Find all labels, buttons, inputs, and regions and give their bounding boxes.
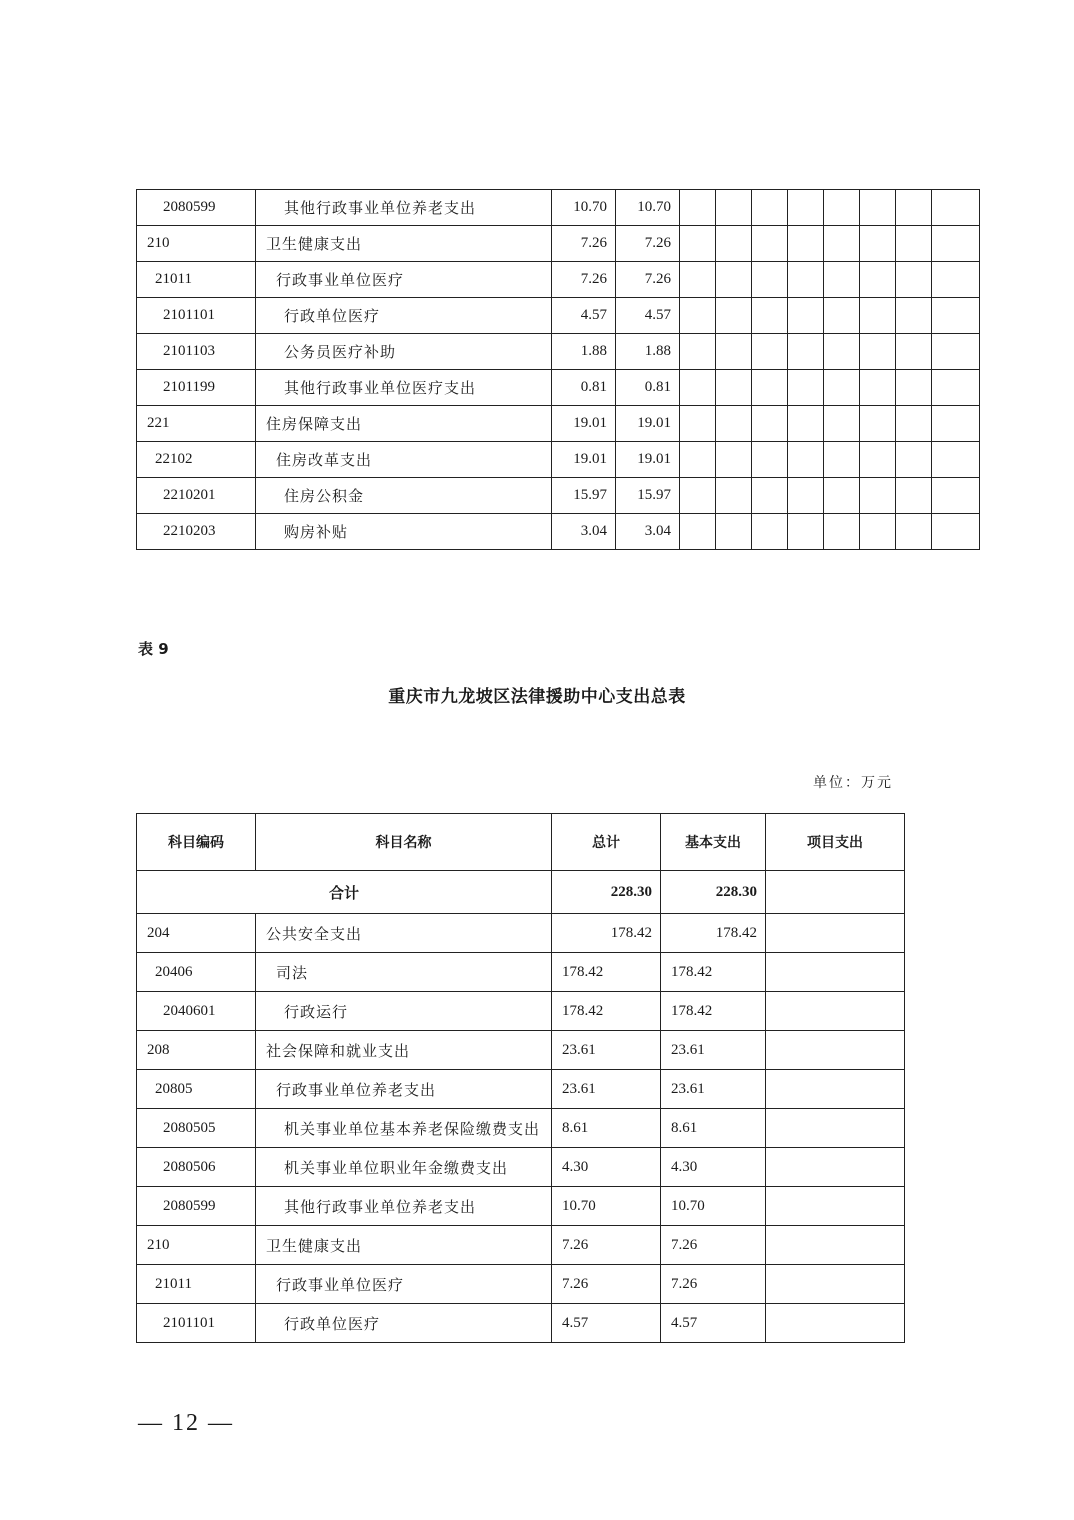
row-code: 2080505 (137, 1109, 256, 1148)
row-code: 2080506 (137, 1148, 256, 1187)
empty-cell (860, 370, 896, 406)
row-code: 22102 (137, 442, 256, 478)
empty-cell (896, 370, 932, 406)
row-name: 公共安全支出 (256, 914, 552, 953)
table-row (137, 406, 980, 442)
empty-cell (680, 226, 716, 262)
row-total: 10.70 (552, 1187, 661, 1226)
row-total: 178.42 (552, 992, 661, 1031)
row-basic: 178.42 (661, 992, 766, 1031)
table-row (137, 1109, 905, 1148)
empty-cell (932, 334, 980, 370)
row-basic: 7.26 (616, 226, 680, 262)
row-name: 行政事业单位养老支出 (256, 1070, 552, 1109)
table-row (137, 514, 980, 550)
row-name: 机关事业单位职业年金缴费支出 (256, 1148, 552, 1187)
header-basic: 基本支出 (661, 814, 766, 871)
row-basic: 178.42 (661, 914, 766, 953)
row-basic: 178.42 (661, 953, 766, 992)
row-name: 卫生健康支出 (256, 1226, 552, 1265)
empty-cell (680, 298, 716, 334)
row-project (766, 1109, 905, 1148)
empty-cell (824, 298, 860, 334)
row-basic: 4.57 (616, 298, 680, 334)
row-basic: 23.61 (661, 1031, 766, 1070)
empty-cell (788, 478, 824, 514)
empty-cell (788, 226, 824, 262)
empty-cell (716, 226, 752, 262)
empty-cell (680, 442, 716, 478)
header-total: 总计 (552, 814, 661, 871)
row-code: 2040601 (137, 992, 256, 1031)
row-basic: 4.30 (661, 1148, 766, 1187)
empty-cell (896, 226, 932, 262)
empty-cell (932, 478, 980, 514)
row-total: 178.42 (552, 953, 661, 992)
empty-cell (824, 478, 860, 514)
row-project (766, 1304, 905, 1343)
row-basic: 19.01 (616, 406, 680, 442)
empty-cell (932, 514, 980, 550)
row-name: 机关事业单位基本养老保险缴费支出 (256, 1109, 552, 1148)
row-project (766, 1265, 905, 1304)
empty-cell (788, 298, 824, 334)
table-row (137, 1148, 905, 1187)
empty-cell (824, 406, 860, 442)
empty-cell (788, 334, 824, 370)
row-total: 7.26 (552, 1226, 661, 1265)
empty-cell (716, 514, 752, 550)
row-name: 其他行政事业单位医疗支出 (256, 370, 552, 406)
row-total: 10.70 (552, 190, 616, 226)
row-basic: 0.81 (616, 370, 680, 406)
empty-cell (824, 442, 860, 478)
empty-cell (716, 370, 752, 406)
empty-cell (680, 334, 716, 370)
empty-cell (788, 190, 824, 226)
row-total: 4.30 (552, 1148, 661, 1187)
row-code: 2080599 (137, 1187, 256, 1226)
row-name: 卫生健康支出 (256, 226, 552, 262)
row-name: 行政运行 (256, 992, 552, 1031)
empty-cell (824, 226, 860, 262)
empty-cell (716, 478, 752, 514)
table-row (137, 334, 980, 370)
row-code: 21011 (137, 1265, 256, 1304)
row-code: 2101101 (137, 298, 256, 334)
empty-cell (824, 334, 860, 370)
unit-label: 单位：万元 (813, 775, 893, 791)
empty-cell (896, 406, 932, 442)
empty-cell (788, 370, 824, 406)
empty-cell (716, 442, 752, 478)
empty-cell (752, 406, 788, 442)
header-code: 科目编码 (137, 814, 256, 871)
row-name: 行政单位医疗 (256, 298, 552, 334)
row-code: 2080599 (137, 190, 256, 226)
total-project (766, 871, 905, 914)
row-basic: 15.97 (616, 478, 680, 514)
row-code: 21011 (137, 262, 256, 298)
empty-cell (716, 406, 752, 442)
row-basic: 7.26 (616, 262, 680, 298)
total-basic: 228.30 (661, 871, 766, 914)
row-total: 1.88 (552, 334, 616, 370)
row-project (766, 1031, 905, 1070)
row-code: 2210203 (137, 514, 256, 550)
row-basic: 8.61 (661, 1109, 766, 1148)
row-basic: 23.61 (661, 1070, 766, 1109)
row-project (766, 1226, 905, 1265)
row-total: 178.42 (552, 914, 661, 953)
empty-cell (788, 262, 824, 298)
row-name: 行政事业单位医疗 (256, 1265, 552, 1304)
empty-cell (860, 190, 896, 226)
empty-cell (680, 370, 716, 406)
row-total: 15.97 (552, 478, 616, 514)
page-number: — 12 — (138, 1410, 234, 1436)
empty-cell (788, 442, 824, 478)
table-row (137, 298, 980, 334)
row-name: 其他行政事业单位养老支出 (256, 1187, 552, 1226)
table-row (137, 262, 980, 298)
row-name: 司法 (256, 953, 552, 992)
empty-cell (716, 262, 752, 298)
empty-cell (896, 334, 932, 370)
row-basic: 10.70 (661, 1187, 766, 1226)
row-code: 20406 (137, 953, 256, 992)
table-row (137, 1265, 905, 1304)
table-row (137, 478, 980, 514)
row-total: 7.26 (552, 262, 616, 298)
empty-cell (896, 478, 932, 514)
row-total: 19.01 (552, 406, 616, 442)
expense-summary-table (136, 813, 905, 1343)
row-total: 23.61 (552, 1070, 661, 1109)
empty-cell (932, 406, 980, 442)
table-row (137, 1070, 905, 1109)
empty-cell (680, 514, 716, 550)
row-total: 23.61 (552, 1031, 661, 1070)
row-code: 210 (137, 226, 256, 262)
empty-cell (752, 226, 788, 262)
row-total: 8.61 (552, 1109, 661, 1148)
row-total: 7.26 (552, 1265, 661, 1304)
row-code: 2210201 (137, 478, 256, 514)
row-name: 公务员医疗补助 (256, 334, 552, 370)
row-name: 社会保障和就业支出 (256, 1031, 552, 1070)
row-total: 7.26 (552, 226, 616, 262)
empty-cell (860, 478, 896, 514)
empty-cell (788, 406, 824, 442)
empty-cell (716, 190, 752, 226)
empty-cell (860, 514, 896, 550)
empty-cell (860, 442, 896, 478)
empty-cell (932, 262, 980, 298)
table-title: 重庆市九龙坡区法律援助中心支出总表 (388, 687, 686, 707)
empty-cell (680, 478, 716, 514)
row-basic: 7.26 (661, 1226, 766, 1265)
row-total: 19.01 (552, 442, 616, 478)
row-code: 2101103 (137, 334, 256, 370)
row-basic: 1.88 (616, 334, 680, 370)
empty-cell (860, 334, 896, 370)
table-row (137, 370, 980, 406)
row-name: 行政事业单位医疗 (256, 262, 552, 298)
row-basic: 7.26 (661, 1265, 766, 1304)
row-total: 3.04 (552, 514, 616, 550)
header-project: 项目支出 (766, 814, 905, 871)
empty-cell (896, 190, 932, 226)
row-project (766, 992, 905, 1031)
row-code: 204 (137, 914, 256, 953)
total-label: 合计 (137, 871, 552, 914)
empty-cell (752, 262, 788, 298)
row-name: 住房公积金 (256, 478, 552, 514)
row-name: 住房保障支出 (256, 406, 552, 442)
row-name: 购房补贴 (256, 514, 552, 550)
empty-cell (824, 370, 860, 406)
row-basic: 3.04 (616, 514, 680, 550)
table-row (137, 953, 905, 992)
row-project (766, 1148, 905, 1187)
empty-cell (896, 262, 932, 298)
row-project (766, 953, 905, 992)
empty-cell (716, 298, 752, 334)
table-row (137, 442, 980, 478)
empty-cell (680, 406, 716, 442)
table-row (137, 1187, 905, 1226)
table-row (137, 226, 980, 262)
row-code: 2101101 (137, 1304, 256, 1343)
empty-cell (680, 262, 716, 298)
empty-cell (896, 514, 932, 550)
continued-expense-table (136, 189, 980, 550)
empty-cell (752, 442, 788, 478)
empty-cell (860, 226, 896, 262)
empty-cell (932, 190, 980, 226)
empty-cell (752, 478, 788, 514)
empty-cell (824, 514, 860, 550)
table-row (137, 1304, 905, 1343)
row-code: 208 (137, 1031, 256, 1070)
empty-cell (824, 262, 860, 298)
row-name: 行政单位医疗 (256, 1304, 552, 1343)
empty-cell (860, 406, 896, 442)
row-name: 其他行政事业单位养老支出 (256, 190, 552, 226)
empty-cell (932, 226, 980, 262)
row-basic: 19.01 (616, 442, 680, 478)
empty-cell (752, 514, 788, 550)
empty-cell (932, 370, 980, 406)
empty-cell (788, 514, 824, 550)
row-code: 2101199 (137, 370, 256, 406)
empty-cell (752, 370, 788, 406)
row-total: 0.81 (552, 370, 616, 406)
table-row (137, 992, 905, 1031)
empty-cell (860, 298, 896, 334)
row-code: 210 (137, 1226, 256, 1265)
table-header-row (137, 814, 905, 871)
row-total: 4.57 (552, 1304, 661, 1343)
total-row (137, 871, 905, 914)
empty-cell (716, 334, 752, 370)
row-project (766, 1187, 905, 1226)
total-amount: 228.30 (552, 871, 661, 914)
row-code: 221 (137, 406, 256, 442)
row-name: 住房改革支出 (256, 442, 552, 478)
empty-cell (680, 190, 716, 226)
table-row (137, 1031, 905, 1070)
empty-cell (752, 190, 788, 226)
empty-cell (932, 442, 980, 478)
row-code: 20805 (137, 1070, 256, 1109)
table-row (137, 914, 905, 953)
empty-cell (752, 298, 788, 334)
header-name: 科目名称 (256, 814, 552, 871)
empty-cell (896, 442, 932, 478)
row-basic: 10.70 (616, 190, 680, 226)
table-number-label: 表 9 (138, 640, 169, 658)
row-project (766, 914, 905, 953)
table-row (137, 1226, 905, 1265)
row-basic: 4.57 (661, 1304, 766, 1343)
empty-cell (860, 262, 896, 298)
empty-cell (824, 190, 860, 226)
row-project (766, 1070, 905, 1109)
row-total: 4.57 (552, 298, 616, 334)
table-row (137, 190, 980, 226)
empty-cell (896, 298, 932, 334)
empty-cell (932, 298, 980, 334)
empty-cell (752, 334, 788, 370)
